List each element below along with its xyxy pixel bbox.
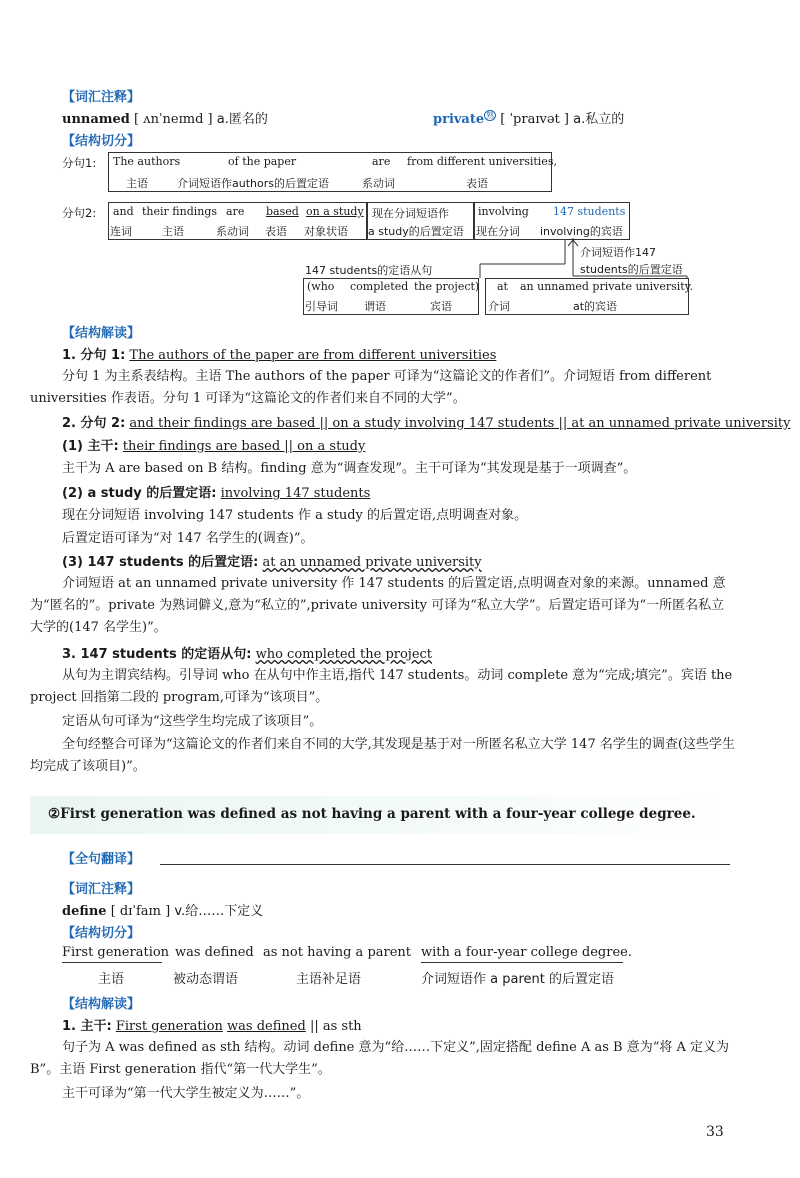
section-analysis-heading: 【结构解读】 xyxy=(62,997,141,1012)
clause2-role: 连词 xyxy=(110,225,132,238)
clause2-role: 主语 xyxy=(162,225,184,238)
clause1-role: 主语 xyxy=(126,177,148,190)
analysis2-item-1 xyxy=(62,1015,362,1034)
section-vocab-heading: 【词汇注释】 xyxy=(62,90,141,105)
clause2-label: 分句2: xyxy=(62,206,97,220)
section-translation-heading: 【全句翻译】 xyxy=(62,852,141,867)
vocab-ipa: [ ˈpraɪvət ] xyxy=(500,112,569,127)
struct2-role: 介词短语作 a parent 的后置定语 xyxy=(421,972,614,987)
section-vocab-heading: 【词汇注释】 xyxy=(62,882,141,897)
present-participle-role: 现在分词 xyxy=(476,225,520,238)
clause2-cell: and xyxy=(113,205,134,218)
translation-blank-line[interactable] xyxy=(160,864,730,865)
analysis-item-1 xyxy=(62,344,496,363)
vocab-ipa: [ dɪˈfaɪn ] xyxy=(110,904,171,919)
struct2-part: as not having a parent xyxy=(263,945,412,960)
paragraph: 定语从句可译为“这些学生均完成了该项目”。 xyxy=(62,714,323,729)
clause1-label: 分句1: xyxy=(62,156,97,170)
at-role: at的宾语 xyxy=(573,300,618,313)
paragraph: 介词短语 at an unnamed private university 作 147 students 的后置定语,点明调查对象的来源。unnamed 意为“匿名的”。private 为熟词僻义,意为“私立的”,private university 可译为“私立大学”。后置定语可译为“一所匿名私立大学的(147 名学生)”。 xyxy=(30,576,726,635)
paragraph: 句子为 A was defined as sth 结构。动词 define 意为“给……下定义”,固定搭配 define A as B 意为“将 A 定义为 B”。主语 First generation 指代“第一代大学生”。 xyxy=(30,1040,730,1077)
sentence-number: ② xyxy=(48,806,61,822)
section-structure-heading: 【结构切分】 xyxy=(62,926,141,941)
analysis-item-2a xyxy=(62,435,365,454)
clause2-role: 表语 xyxy=(265,225,287,238)
sentence-text: First generation was defined as not having a parent with a four-year college degree. xyxy=(60,806,696,822)
participle-note: a study的后置定语 xyxy=(368,225,464,238)
clause2-role: 对象状语 xyxy=(304,225,348,238)
rel-cell: (who xyxy=(307,280,335,293)
item-heading: 1. 主干: xyxy=(62,1019,112,1034)
struct2-role: 主语补足语 xyxy=(296,972,362,987)
page-number: 33 xyxy=(706,1124,724,1140)
item-heading: (1) 主干: xyxy=(62,439,119,454)
students-word: 147 students xyxy=(553,205,626,218)
clause2-cell: their findings xyxy=(142,205,218,218)
clause2-cell: are xyxy=(226,205,245,218)
item-sentence: was defined xyxy=(227,1019,306,1034)
item-sentence: who completed the project xyxy=(255,647,433,662)
clause1-role: 介词短语作authors的后置定语 xyxy=(177,177,329,190)
vocab-define xyxy=(62,900,263,919)
struct2-role: 主语 xyxy=(98,972,125,987)
rel-clause-label: 147 students的定语从句 xyxy=(305,264,433,277)
vocab-word: unnamed xyxy=(62,112,130,127)
analysis-item-2 xyxy=(62,412,790,431)
attr-note: students的后置定语 xyxy=(580,263,683,276)
struct2-underline xyxy=(62,946,162,963)
struct2-part: with a four-year college degree. xyxy=(421,945,632,960)
at-cell: at xyxy=(497,280,508,293)
section-structure-heading: 【结构切分】 xyxy=(62,134,141,149)
vocab-def: a.私立的 xyxy=(573,112,625,127)
analysis-item-2b xyxy=(62,482,370,501)
paragraph: 主干为 A are based on B 结构。finding 意为“调查发现”。主干可译为“其发现是基于一项调查”。 xyxy=(62,461,637,476)
paragraph: 分句 1 为主系表结构。主语 The authors of the paper 可译为“这篇论文的作者们”。介词短语 from different universities 作表语。分句 1 可译为“这篇论文的作者们来自不同的大学”。 xyxy=(30,369,712,406)
clause1-cell: are xyxy=(372,155,391,168)
item-sentence: || as sth xyxy=(309,1019,362,1034)
paragraph: 现在分词短语 involving 147 students 作 a study 的后置定语,点明调查对象。 xyxy=(62,508,528,523)
item-heading: (3) 147 students 的后置定语: xyxy=(62,555,259,570)
at-role: 介词 xyxy=(488,300,510,313)
rel-cell: completed xyxy=(350,280,409,293)
paragraph: 主干可译为“第一代大学生被定义为……”。 xyxy=(62,1086,310,1101)
section-analysis-heading: 【结构解读】 xyxy=(62,326,141,341)
analysis-item-3 xyxy=(62,643,432,662)
vocab-def: a.匿名的 xyxy=(216,112,268,127)
attr-note: 介词短语作147 xyxy=(580,246,656,259)
struct2-part: First generation xyxy=(62,945,170,960)
rel-role: 引导词 xyxy=(305,300,338,313)
sentence-2 xyxy=(48,806,696,822)
participle-note: 现在分词短语作 xyxy=(372,207,449,220)
at-cell: an unnamed private university. xyxy=(520,280,693,293)
paragraph: 后置定语可译为“对 147 名学生的(调查)”。 xyxy=(62,531,314,546)
item-heading: 3. 147 students 的定语从句: xyxy=(62,647,252,662)
clause1-role: 表语 xyxy=(466,177,488,190)
struct2-role: 被动态谓语 xyxy=(173,972,239,987)
item-sentence: and their findings are based || on a study involving 147 students || at an unnamed private university xyxy=(129,416,791,431)
item-heading: 1. 分句 1: xyxy=(62,348,126,363)
clause2-cell: on a study xyxy=(306,205,364,218)
vocab-word: private xyxy=(433,112,485,127)
item-sentence: The authors of the paper are from different universities xyxy=(129,348,497,363)
item-heading: (2) a study 的后置定语: xyxy=(62,486,217,501)
clause2-role: 系动词 xyxy=(216,225,249,238)
vocab-word: define xyxy=(62,904,107,919)
item-sentence: at an unnamed private university xyxy=(262,555,482,570)
clause2-cell: based xyxy=(266,205,299,218)
item-heading: 2. 分句 2: xyxy=(62,416,126,431)
struct2-underline xyxy=(421,946,623,963)
clause1-cell: of the paper xyxy=(228,155,297,168)
item-sentence: their findings are based || on a study xyxy=(122,439,366,454)
rel-cell: the project) xyxy=(414,280,480,293)
analysis-item-2c xyxy=(62,551,482,570)
involving-word: involving xyxy=(478,205,529,218)
struct2-part: was defined xyxy=(175,945,254,960)
item-sentence: First generation xyxy=(115,1019,223,1034)
clause1-cell: from different universities, xyxy=(407,155,557,168)
paragraph: 全句经整合可译为“这篇论文的作者们来自不同的大学,其发现是基于对一所匿名私立大学 147 名学生的调查(这些学生均完成了该项目)”。 xyxy=(30,737,735,774)
rel-role: 宾语 xyxy=(430,300,452,313)
clause1-cell: The authors xyxy=(113,155,181,168)
vocab-def: v.给……下定义 xyxy=(174,904,264,919)
clause1-role: 系动词 xyxy=(362,177,395,190)
paragraph: 从句为主谓宾结构。引导词 who 在从句中作主语,指代 147 students。动词 complete 意为“完成;填完”。宾语 the project 回指第二段的 program,可译为“该项目”。 xyxy=(30,668,733,705)
vocab-ipa: [ ʌnˈneɪmd ] xyxy=(134,112,213,127)
item-sentence: involving 147 students xyxy=(220,486,371,501)
involving-object-role: involving的宾语 xyxy=(540,225,623,238)
familiar-word-mark: 熟 xyxy=(486,110,495,120)
rel-role: 谓语 xyxy=(364,300,386,313)
